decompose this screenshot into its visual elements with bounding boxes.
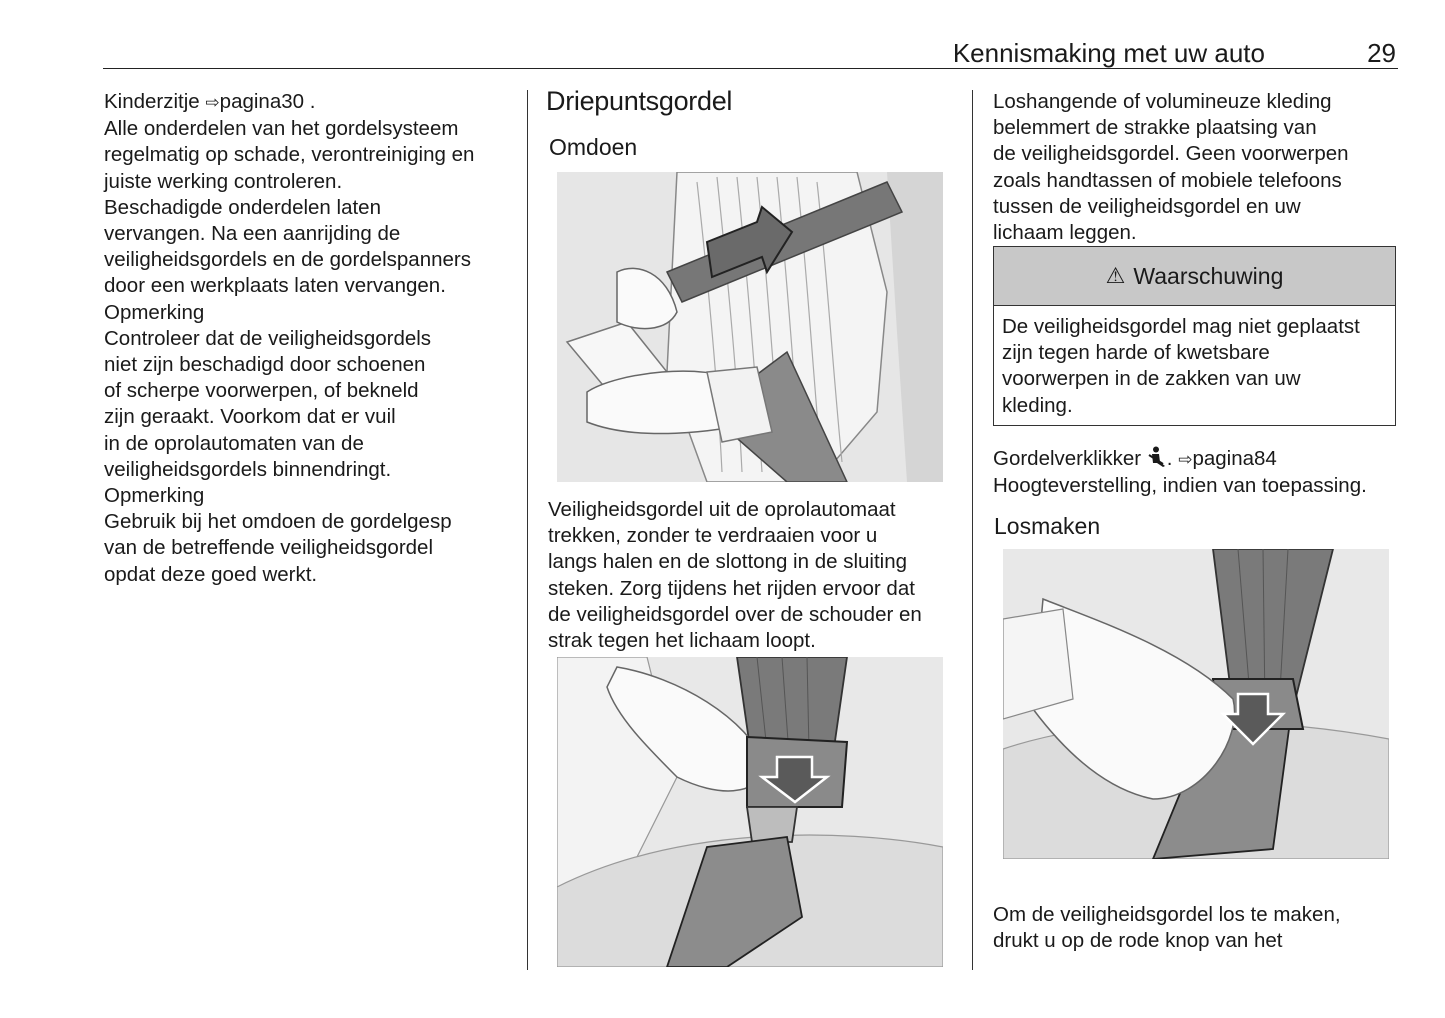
body-line: tussen de veiligheidsgordel en uw [993,194,1301,218]
subsection-title-fasten: Omdoen [549,134,638,160]
warning-header [994,247,1395,306]
note-heading: Opmerking [104,484,205,508]
height-adjust-line: Hoogteverstelling, indien van toepassing. [993,474,1367,498]
warning-title: Waarschuwing [1133,262,1284,289]
body-line: de veiligheidsgordel. Geen voorwerpen [993,142,1349,166]
body-line: De veiligheidsgordel mag niet geplaatst [1002,315,1360,338]
child-seat-page-link[interactable]: pagina30 . [219,90,316,113]
body-line: zijn tegen harde of kwetsbare [1002,341,1270,365]
warning-body [994,306,1395,419]
header-rule [103,68,1398,69]
buckle-insert-illustration [557,657,943,967]
body-line: Alle onderdelen van het gordelsysteem [104,117,459,141]
body-line: door een werkplaats laten vervangen. [104,274,446,298]
body-line: Gebruik bij het omdoen de gordelgesp [104,510,452,534]
fasten-instructions [548,497,958,654]
inspection-paragraph [104,116,514,299]
note-2-body [104,509,514,588]
body-line: lichaam leggen. [993,221,1137,245]
indicator-page-link[interactable]: pagina84 [1192,447,1277,470]
page-number: 29 [1367,38,1396,68]
body-line: Loshangende of volumineuze kleding [993,90,1332,113]
page-ref-arrow-icon: ⇨ [205,93,220,112]
column-divider-1 [527,90,528,970]
note-heading: Opmerking [104,300,205,324]
warning-box [993,246,1396,426]
body-line: langs halen en de slottong in de sluiting [548,550,908,574]
running-header-title: Kennismaking met uw auto [952,38,1265,68]
child-seat-label: Kinderzitje [104,90,206,113]
buckle-insert-drawing [557,657,943,967]
column-1 [104,89,514,588]
column-divider-2 [972,90,973,970]
body-line: veiligheidsgordels binnendringt. [104,457,392,481]
body-line: steken. Zorg tijdens het rijden ervoor dat [548,576,915,600]
body-line: vervangen. Na een aanrijding de [104,222,401,246]
section-title: Driepuntsgordel [546,86,733,116]
page-ref-arrow-icon: ⇨ [1178,450,1193,469]
indicator-label: Gordelverklikker [993,447,1147,470]
subsection-title-release: Losmaken [994,513,1101,539]
body-line: voorwerpen in de zakken van uw [1002,367,1301,391]
body-line: belemmert de strakke plaatsing van [993,116,1317,140]
child-seat-reference [104,89,514,116]
fasten-belt-drawing [557,172,943,482]
body-line: zoals handtassen of mobiele telefoons [993,168,1342,192]
body-line: strak tegen het lichaam loopt. [548,629,816,653]
body-line: regelmatig op schade, verontreiniging en [104,143,475,167]
body-line: van de betreffende veiligheidsgordel [104,536,434,560]
warning-triangle-icon: ⚠ [1105,263,1126,288]
body-line: kleding. [1002,393,1073,417]
release-buckle-drawing [1003,549,1389,859]
body-line: Om de veiligheidsgordel los te maken, [993,903,1341,926]
body-line: de veiligheidsgordel over de schouder en [548,602,922,626]
seatbelt-indicator-reference [993,446,1398,473]
body-line: zijn geraakt. Voorkom dat er vuil [104,405,396,429]
note-1-body [104,326,514,483]
body-line: veiligheidsgordels en de gordelspanners [104,248,471,272]
body-line: Beschadigde onderdelen laten [104,195,381,219]
indicator-after: . [1166,447,1179,470]
body-line: Veiligheidsgordel uit de oprolautomaat [548,498,896,521]
body-line: niet zijn beschadigd door schoenen [104,353,426,377]
release-buckle-illustration [1003,549,1389,859]
release-instructions [993,902,1398,954]
body-line: Controleer dat de veiligheidsgordels [104,326,432,350]
body-line: drukt u op de rode knop van het [993,929,1283,953]
body-line: opdat deze goed werkt. [104,562,318,586]
body-line: juiste werking controleren. [104,169,343,193]
body-line: trekken, zonder te verdraaien voor u [548,524,878,548]
seatbelt-warning-icon [1147,447,1167,470]
body-line: of scherpe voorwerpen, of bekneld [104,379,419,403]
clothing-advice [993,89,1398,246]
fasten-belt-illustration [557,172,943,482]
indicator-block [993,446,1398,499]
body-line: in de oprolautomaten van de [104,431,364,455]
